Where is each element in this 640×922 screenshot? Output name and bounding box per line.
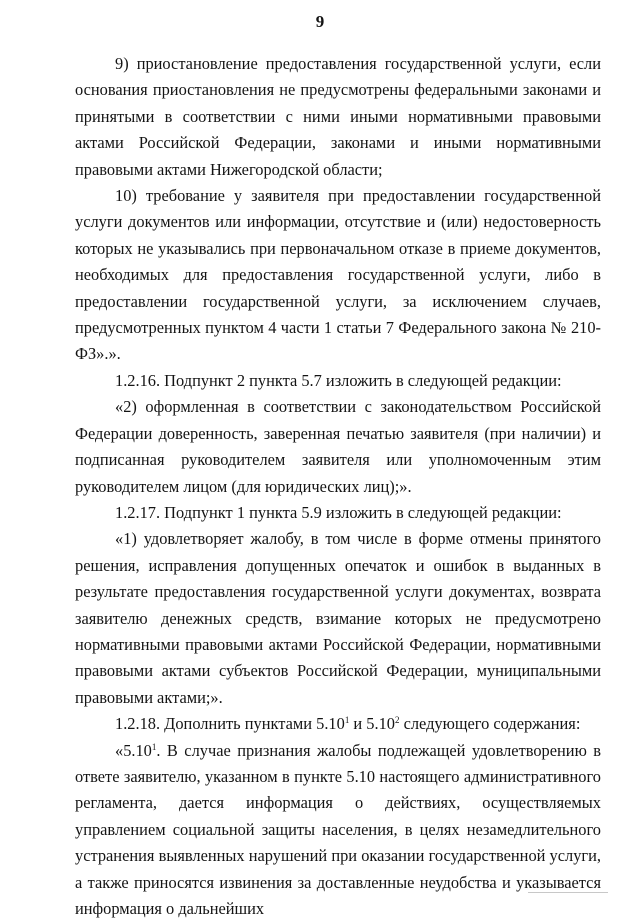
superscript-5-10-1: 1 <box>151 741 157 752</box>
paragraph-1-2-18-text-c: следующего содержания: <box>399 714 581 734</box>
paragraph-5-10-1-text-b: . В случае признания жалобы подлежащей удовлетворению в ответе заявителю, указанном в пункте 5.10 настоящего административного регламента, дается информация о действиях, осуществляемых управлением социальной защиты населения, в целях незамедлительного устранения выявленных нарушений при оказании государственной услуги, а также приносятся извинения за доставленные неудобства и указывается информация о дальнейших <box>75 740 601 918</box>
superscript-2: 2 <box>394 715 400 726</box>
paragraph-5-10-1-text-a: «5.10 <box>115 740 152 760</box>
paragraph-5-10-1 <box>75 738 601 922</box>
paragraph-item-10: 10) требование у заявителя при предоставлении государственной услуги документов или информации, отсутствие и (или) недостоверность которых не указывались при первоначальном отказе в приеме документов, необходимых для предоставления государственной услуги, либо в предоставлении государственной услуги, за исключением случаев, предусмотренных пунктом 4 части 1 статьи 7 Федерального закона № 210-ФЗ».». <box>75 186 601 364</box>
document-body <box>75 51 601 922</box>
paragraph-1-2-17: 1.2.17. Подпункт 1 пункта 5.9 изложить в следующей редакции: <box>115 502 562 522</box>
paragraph-1-2-18 <box>75 711 601 737</box>
superscript-1: 1 <box>344 715 350 726</box>
scan-artifact-line <box>528 892 608 893</box>
paragraph-item-9: 9) приостановление предоставления государственной услуги, если основания приостановления не предусмотрены федеральными законами и принятыми в соответствии с ними иными нормативными правовыми актами Российской Федерации, законами и иными нормативными правовыми актами Нижегородской области; <box>75 54 601 179</box>
page-number: 9 <box>315 12 325 31</box>
paragraph-1-2-16: 1.2.16. Подпункт 2 пункта 5.7 изложить в следующей редакции: <box>115 370 562 390</box>
paragraph-quote-subitem-1: «1) удовлетворяет жалобу, в том числе в форме отмены принятого решения, исправления допущенных опечаток и ошибок в выданных в результате предоставления государственной услуги документах, возврата заявителю денежных средств, взимание которых не предусмотрено нормативными правовыми актами Российской Федерации, нормативными правовыми актами субъектов Российской Федерации, муниципальными правовыми актами;». <box>75 529 601 707</box>
paragraph-quote-subitem-2: «2) оформленная в соответствии с законодательством Российской Федерации доверенность, заверенная печатью заявителя (при наличии) и подписанная руководителем заявителя или уполномоченным этим руководителем лицом (для юридических лиц);». <box>75 397 601 496</box>
paragraph-1-2-18-text-b: и 5.10 <box>349 714 395 734</box>
paragraph-1-2-18-text-a: 1.2.18. Дополнить пунктами 5.10 <box>115 714 345 734</box>
